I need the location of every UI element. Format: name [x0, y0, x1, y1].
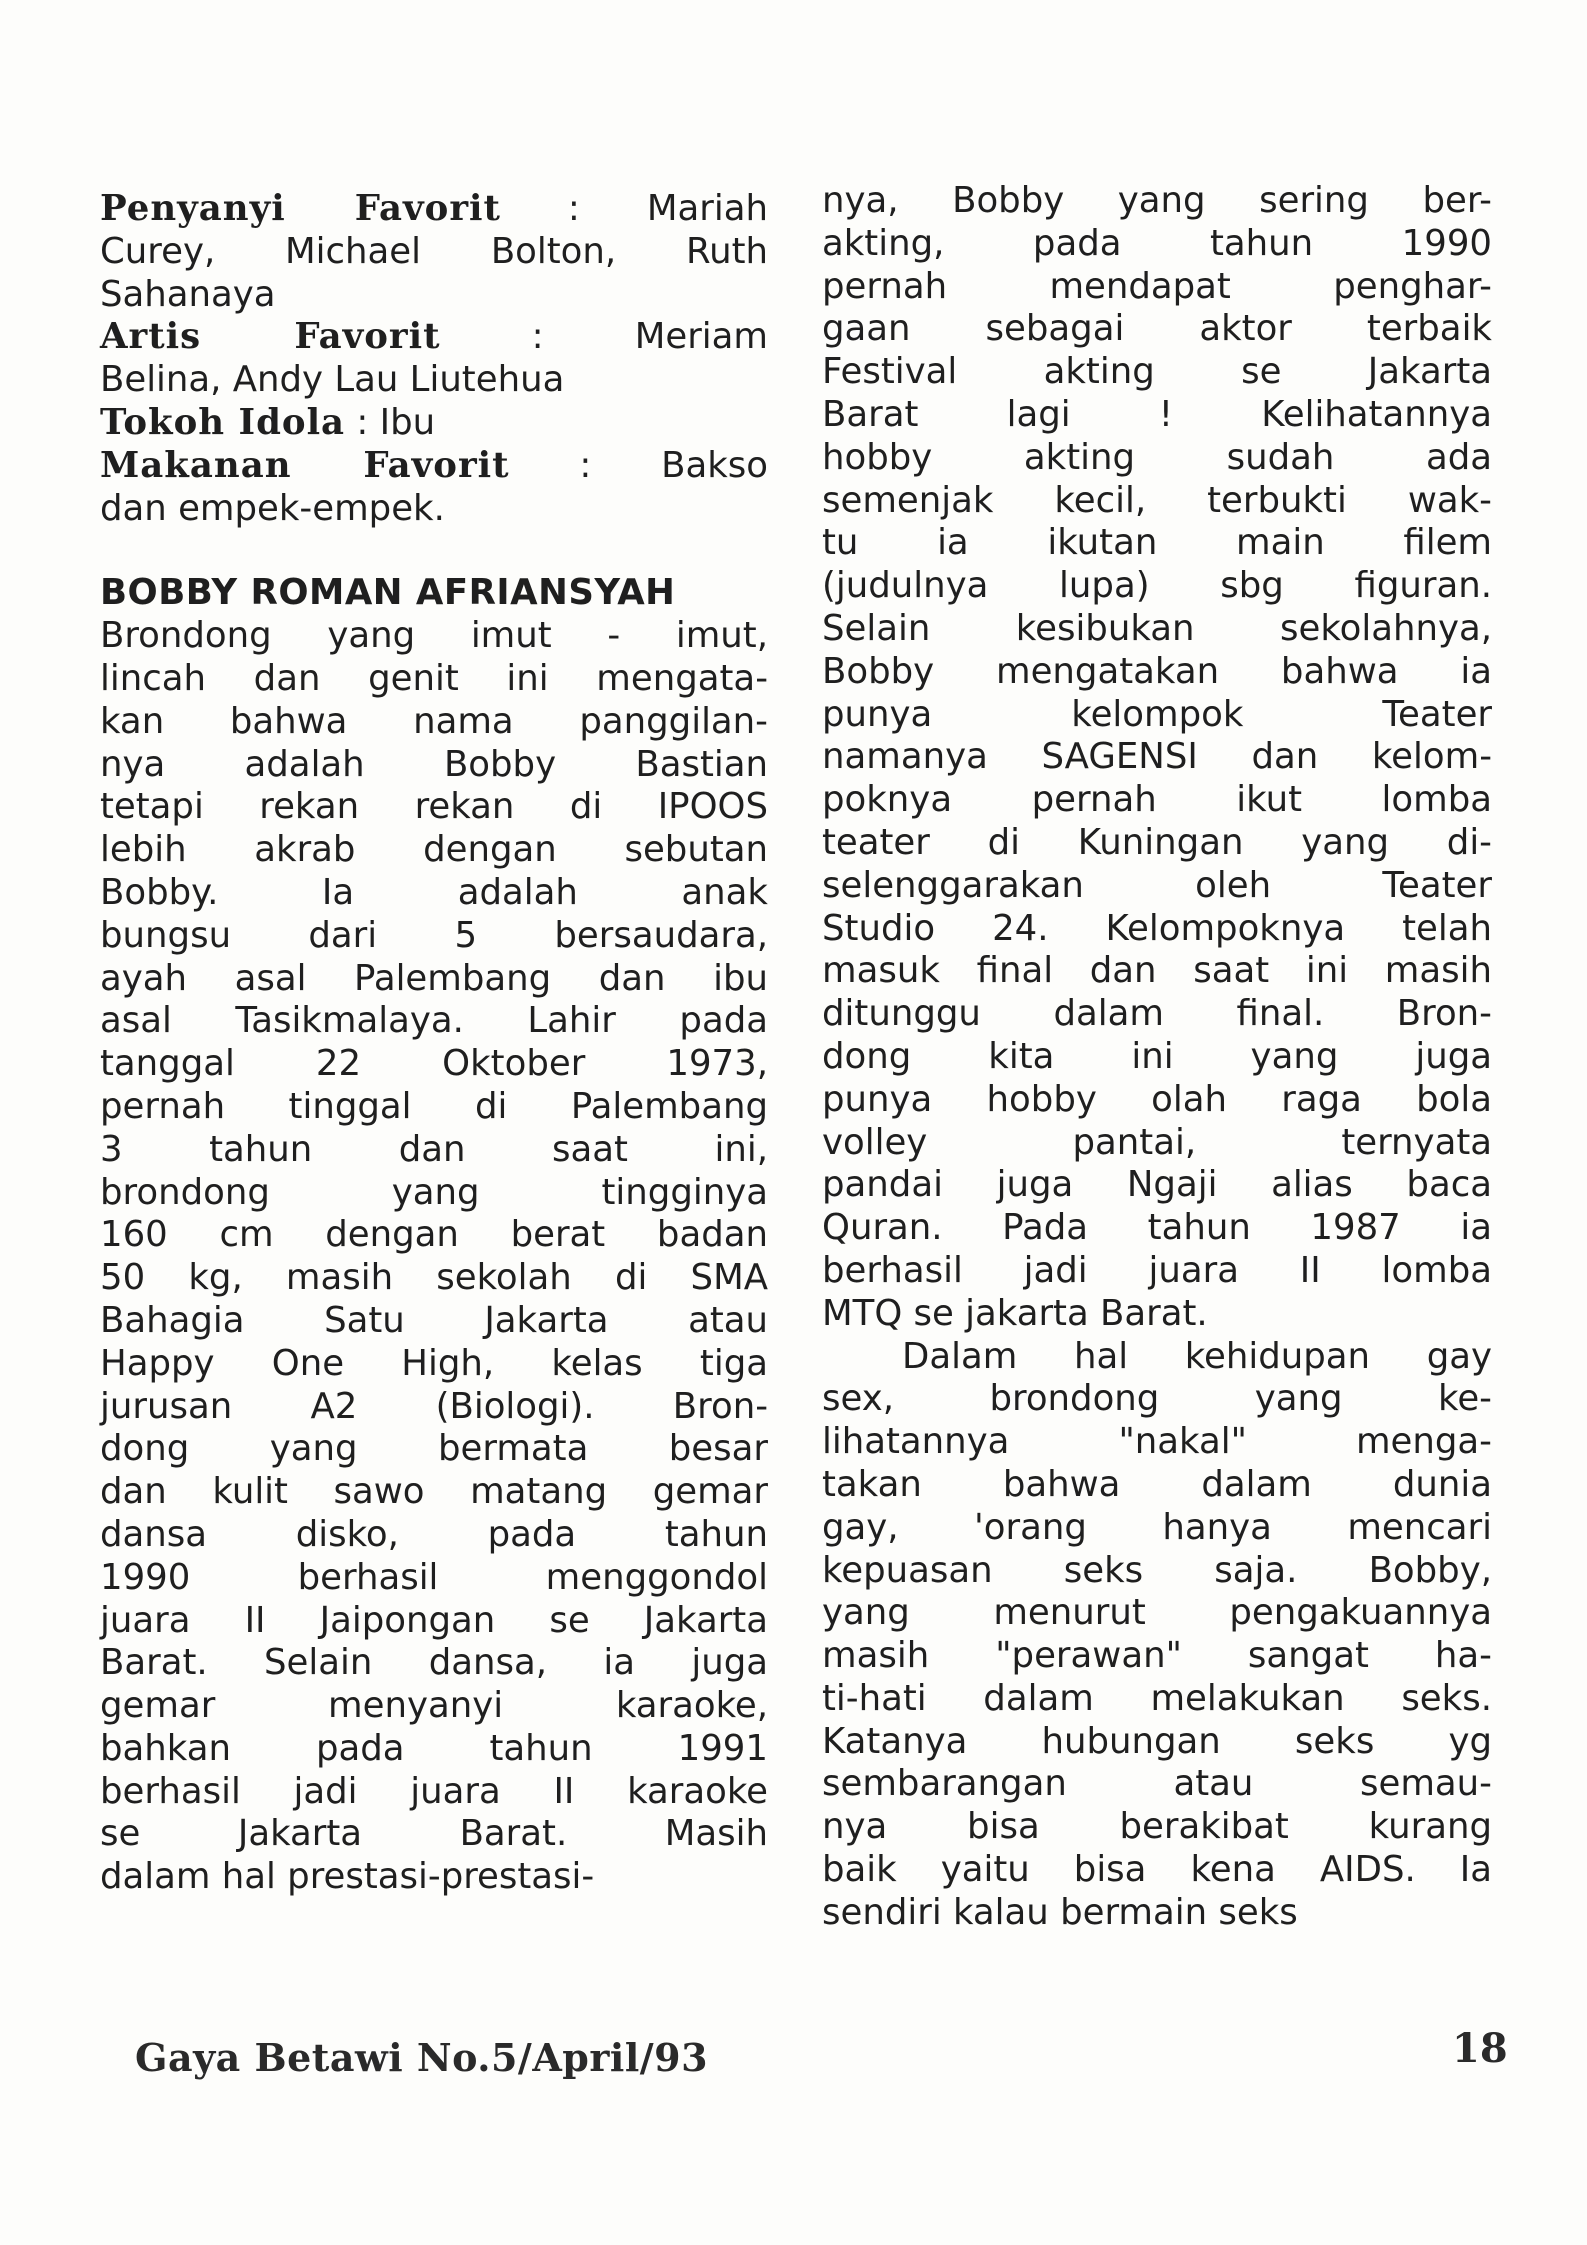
text-line: Brondong yang imut - imut, — [100, 615, 768, 657]
text-line: 50 kg, masih sekolah di SMA — [100, 1257, 768, 1299]
idol-row — [100, 402, 768, 445]
text-line: sembarangan atau semau- — [822, 1763, 1492, 1805]
text-line: lincah dan genit ini mengata- — [100, 657, 768, 699]
page-number: 18 — [1452, 2025, 1508, 2072]
text-line: Quran. Pada tahun 1987 ia — [822, 1207, 1492, 1249]
text-line: sex, brondong yang ke- — [822, 1378, 1492, 1420]
favorite-artist-label: Artis Favorit — [100, 316, 441, 358]
favorite-singer-value-cont: Curey, Michael Bolton, Ruth — [100, 230, 768, 272]
text-line: (judulnya lupa) sbg figuran. — [822, 565, 1492, 607]
text-line: tanggal 22 Oktober 1973, — [100, 1043, 768, 1085]
text-line: asal Tasikmalaya. Lahir pada — [100, 1000, 768, 1042]
text-line: pandai juga Ngaji alias baca — [822, 1164, 1492, 1206]
text-line: se Jakarta Barat. Masih — [100, 1813, 768, 1855]
text-line: hobby akting sudah ada — [822, 436, 1492, 478]
article-body-right — [822, 180, 1492, 1336]
text-line: tu ia ikutan main filem — [822, 522, 1492, 564]
left-column — [100, 188, 768, 1899]
text-line: Happy One High, kelas tiga — [100, 1342, 768, 1384]
text-line: Festival akting se Jakarta — [822, 351, 1492, 393]
text-line: nya, Bobby yang sering ber- — [822, 180, 1492, 221]
text-line: teater di Kuningan yang di- — [822, 821, 1492, 863]
favorite-singer-value: : Mariah — [567, 188, 768, 229]
text-line: 160 cm dengan berat badan — [100, 1214, 768, 1256]
favorite-singer-row — [100, 188, 768, 231]
text-line: berhasil jadi juara II karaoke — [100, 1770, 768, 1812]
favorite-food-value-cont: dan empek-empek. — [100, 487, 445, 529]
text-line: Bobby. Ia adalah anak — [100, 871, 768, 913]
right-column — [822, 180, 1492, 1935]
text-line: kepuasan seks saja. Bobby, — [822, 1549, 1492, 1591]
text-line: dan kulit sawo matang gemar — [100, 1471, 768, 1513]
text-line: Dalam hal kehidupan gay — [902, 1335, 1492, 1377]
text-line: masih "perawan" sangat ha- — [822, 1635, 1492, 1677]
text-line: punya kelompok Teater — [822, 693, 1492, 735]
text-line: gay, 'orang hanya mencari — [822, 1506, 1492, 1548]
text-line: baik yaitu bisa kena AIDS. Ia — [822, 1849, 1492, 1891]
text-line: brondong yang tingginya — [100, 1171, 768, 1213]
text-line: Selain kesibukan sekolahnya, — [822, 607, 1492, 649]
favorite-food-label: Makanan Favorit — [100, 444, 510, 486]
text-line: pernah mendapat penghar- — [822, 265, 1492, 307]
favorite-artist-value: : Meriam — [531, 316, 768, 358]
text-line: masuk final dan saat ini masih — [822, 950, 1492, 992]
text-line: semenjak kecil, terbukti wak- — [822, 479, 1492, 521]
text-line: volley pantai, ternyata — [822, 1121, 1492, 1163]
text-line: bahkan pada tahun 1991 — [100, 1727, 768, 1769]
text-line: dong kita ini yang juga — [822, 1035, 1492, 1077]
text-line: yang menurut pengakuannya — [822, 1592, 1492, 1634]
text-line: pernah tinggal di Palembang — [100, 1085, 768, 1127]
article-heading: BOBBY ROMAN AFRIANSYAH — [100, 572, 676, 614]
favorite-artist-row — [100, 316, 768, 359]
text-line: dalam hal prestasi-prestasi- — [100, 1856, 595, 1898]
text-line: 3 tahun dan saat ini, — [100, 1128, 768, 1170]
text-line: gemar menyanyi karaoke, — [100, 1685, 768, 1727]
text-line: akting, pada tahun 1990 — [822, 222, 1492, 264]
text-line: nya bisa berakibat kurang — [822, 1806, 1492, 1848]
text-line: takan bahwa dalam dunia — [822, 1463, 1492, 1505]
text-line: Studio 24. Kelompoknya telah — [822, 907, 1492, 949]
text-line: ayah asal Palembang dan ibu — [100, 957, 768, 999]
text-line: juara II Jaipongan se Jakarta — [100, 1599, 768, 1641]
text-line: ditunggu dalam final. Bron- — [822, 993, 1492, 1035]
text-line: bungsu dari 5 bersaudara, — [100, 914, 768, 956]
text-line: punya hobby olah raga bola — [822, 1078, 1492, 1120]
text-line: kan bahwa nama panggilan- — [100, 700, 768, 742]
text-line: jurusan A2 (Biologi). Bron- — [100, 1385, 768, 1427]
text-line: poknya pernah ikut lomba — [822, 779, 1492, 821]
text-line: ti-hati dalam melakukan seks. — [822, 1677, 1492, 1719]
text-line: Bobby mengatakan bahwa ia — [822, 650, 1492, 692]
favorite-singer-label: Penyanyi Favorit — [100, 188, 501, 229]
article-paragraph-gay-life — [822, 1336, 1492, 1935]
favorite-singer-value-end: Sahanaya — [100, 273, 276, 315]
text-line: Barat. Selain dansa, ia juga — [100, 1642, 768, 1684]
text-line: Bahagia Satu Jakarta atau — [100, 1299, 768, 1341]
favorite-artist-value-cont: Belina, Andy Lau Liutehua — [100, 359, 565, 401]
text-line: lihatannya "nakal" menga- — [822, 1421, 1492, 1463]
favorite-food-value: : Bakso — [579, 444, 768, 486]
text-line: MTQ se jakarta Barat. — [822, 1292, 1208, 1334]
text-line: dansa disko, pada tahun — [100, 1513, 768, 1555]
text-line: nya adalah Bobby Bastian — [100, 743, 768, 785]
text-line: lebih akrab dengan sebutan — [100, 829, 768, 871]
idol-label: Tokoh Idola — [100, 401, 346, 443]
text-line: Barat lagi ! Kelihatannya — [822, 393, 1492, 435]
publication-footer: Gaya Betawi No.5/April/93 — [135, 2035, 709, 2080]
text-line: sendiri kalau bermain seks — [822, 1891, 1298, 1933]
text-line: gaan sebagai aktor terbaik — [822, 308, 1492, 350]
text-line: Katanya hubungan seks yg — [822, 1720, 1492, 1762]
text-line: dong yang bermata besar — [100, 1428, 768, 1470]
article-body-left — [100, 615, 768, 1899]
text-line: berhasil jadi juara II lomba — [822, 1249, 1492, 1291]
text-line: namanya SAGENSI dan kelom- — [822, 736, 1492, 778]
idol-value: : Ibu — [356, 401, 436, 443]
text-line: selenggarakan oleh Teater — [822, 864, 1492, 906]
text-line: tetapi rekan rekan di IPOOS — [100, 786, 768, 828]
text-line: 1990 berhasil menggondol — [100, 1556, 768, 1598]
favorite-food-row — [100, 445, 768, 488]
